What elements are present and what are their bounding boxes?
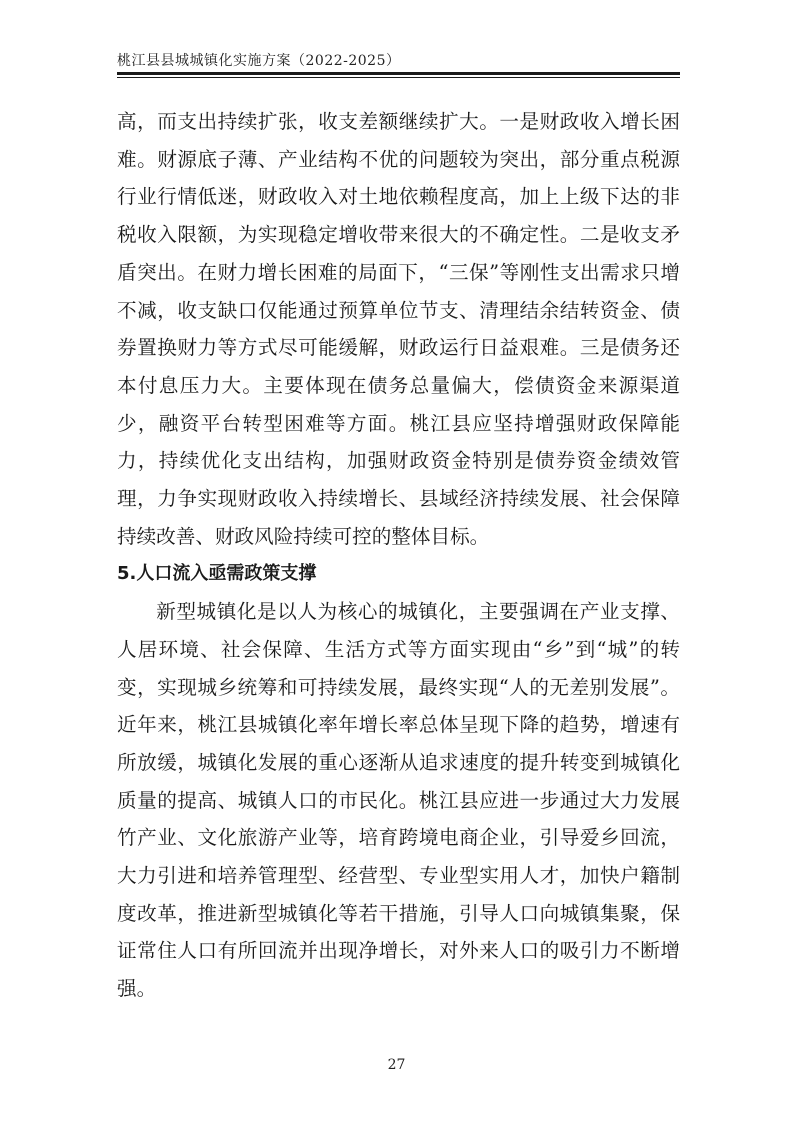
section-heading: 5.人口流入亟需政策支撑: [117, 563, 317, 585]
body-paragraph: 新型城镇化是以人为核心的城镇化，主要强调在产业支撑、人居环境、社会保障、生活方式等方面实现由“乡”到“城”的转变，实现城乡统筹和可持续发展，最终实现“人的无差别发展”。近年来，桃江县城镇化率年增长率总体呈现下降的趋势，增速有所放缓，城镇化发展的重心逐渐从追求速度的提升转变到城镇化质量的提高、城镇人口的市民化。桃江县应进一步通过大力发展竹产业、文化旅游产业等，培育跨境电商企业，引导爱乡回流，大力引进和培养管理型、经营型、专业型实用人才，加快户籍制度改革，推进新型城镇化等若干措施，引导人口向城镇集聚，保证常住人口有所回流并出现净增长，对外来人口的吸引力不断增强。: [117, 600, 680, 1001]
page-number: 27: [387, 1057, 406, 1073]
page-body: [117, 103, 680, 1008]
header-rule-thick: [117, 72, 680, 75]
running-header: 桃江县县城城镇化实施方案（2022-2025）: [117, 53, 401, 69]
header-rule-thin: [117, 77, 680, 78]
body-paragraph-continued: 高，而支出持续扩张，收支差额继续扩大。一是财政收入增长困难。财源底子薄、产业结构不优的问题较为突出，部分重点税源行业行情低迷，财政收入对土地依赖程度高，加上上级下达的非税收入限额，为实现稳定增收带来很大的不确定性。二是收支矛盾突出。在财力增长困难的局面下，“三保”等刚性支出需求只增不减，收支缺口仅能通过预算单位节支、清理结余结转资金、债券置换财力等方式尽可能缓解，财政运行日益艰难。三是债务还本付息压力大。主要体现在债务总量偏大，偿债资金来源渠道少，融资平台转型困难等方面。桃江县应坚持增强财政保障能力，持续优化支出结构，加强财政资金特别是债券资金绩效管理，力争实现财政收入持续增长、县域经济持续发展、社会保障持续改善、财政风险持续可控的整体目标。: [117, 110, 680, 548]
